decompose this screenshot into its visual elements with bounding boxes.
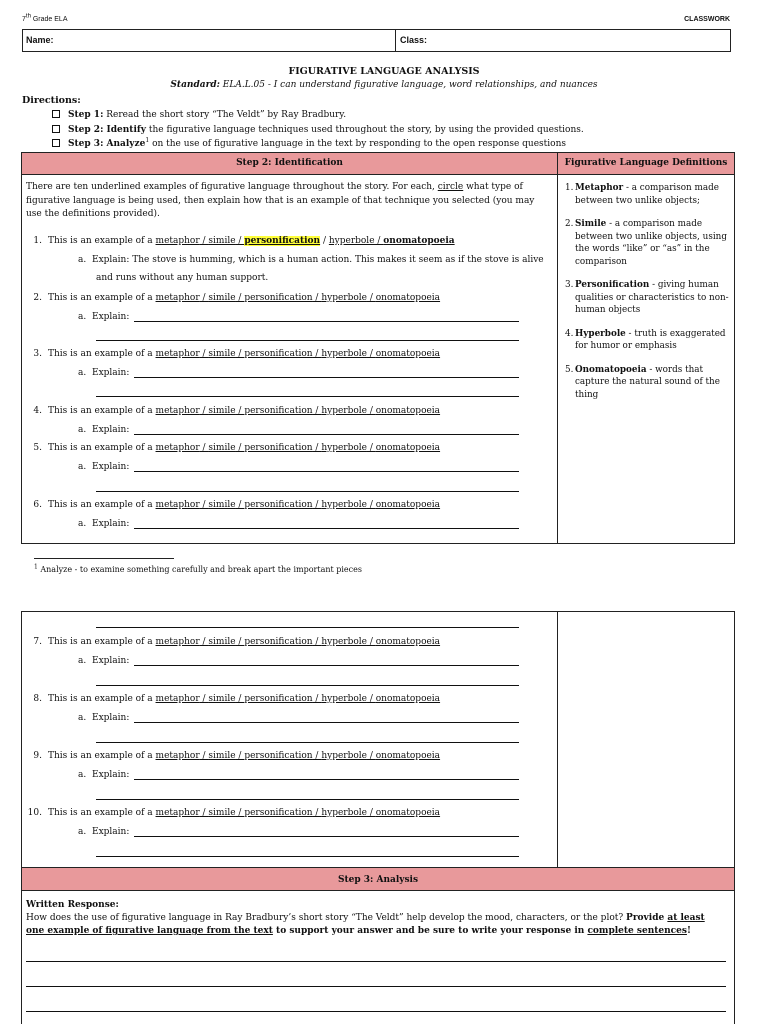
- question-3: 3. This is an example of a metaphor / simile / personification / hyperbole / onomatopoeia: [33, 349, 441, 359]
- option-onomatopoeia[interactable]: onomatopoeia: [375, 808, 441, 818]
- option-personification[interactable]: personification: [244, 637, 313, 647]
- answer-line[interactable]: [134, 377, 519, 378]
- directions-label: Directions:: [22, 95, 81, 106]
- q3-explain: a. Explain:: [78, 368, 130, 378]
- option-onomatopoeia[interactable]: onomatopoeia: [375, 349, 441, 359]
- option-simile[interactable]: simile: [208, 694, 236, 704]
- option-onomatopoeia[interactable]: onomatopoeia: [375, 406, 441, 416]
- question-6: 6. This is an example of a metaphor / simile / personification / hyperbole / onomatopoeia: [33, 500, 441, 510]
- q6-explain: a. Explain:: [78, 519, 130, 529]
- option-simile[interactable]: simile: [208, 349, 236, 359]
- option-onomatopoeia[interactable]: onomatopoeia: [375, 500, 441, 510]
- option-hyperbole[interactable]: hyperbole: [321, 500, 367, 510]
- footnote-rule: [34, 558, 174, 559]
- option-hyperbole[interactable]: hyperbole: [321, 349, 367, 359]
- option-personification[interactable]: personification: [244, 443, 313, 453]
- option-simile[interactable]: simile: [208, 406, 236, 416]
- response-line[interactable]: [26, 961, 726, 962]
- option-metaphor[interactable]: metaphor: [155, 293, 200, 303]
- checkbox-icon: [52, 139, 60, 147]
- q7-explain: a. Explain:: [78, 656, 130, 666]
- answer-line[interactable]: [134, 836, 519, 837]
- class-field[interactable]: Class:: [400, 35, 428, 45]
- step-2: Step 2: Identify the figurative language techniques used throughout the story, by using the provided questions.: [52, 125, 584, 135]
- name-class-box: [22, 29, 731, 52]
- question-2: 2. This is an example of a metaphor / simile / personification / hyperbole / onomatopoeia: [33, 293, 441, 303]
- option-metaphor[interactable]: metaphor: [155, 443, 200, 453]
- answer-line[interactable]: [96, 856, 519, 857]
- option-simile[interactable]: simile: [208, 443, 236, 453]
- option-metaphor[interactable]: metaphor: [155, 500, 200, 510]
- standard-line: Standard: ELA.L.05 - I can understand figurative language, word relationships, and nuances: [170, 80, 598, 90]
- grade-label: 7th Grade ELA: [22, 13, 68, 23]
- q2-explain: a. Explain:: [78, 312, 130, 322]
- answer-line[interactable]: [96, 799, 519, 800]
- question-9: 9. This is an example of a metaphor / simile / personification / hyperbole / onomatopoeia: [33, 751, 441, 761]
- step2-header: Step 2: Identification: [22, 153, 557, 175]
- option-hyperbole[interactable]: hyperbole: [321, 694, 367, 704]
- classwork-label: CLASSWORK: [684, 16, 730, 23]
- definitions-header: Figurative Language Definitions: [558, 153, 734, 175]
- answer-line[interactable]: [96, 627, 519, 628]
- option-metaphor[interactable]: metaphor: [155, 808, 200, 818]
- answer-line[interactable]: [96, 742, 519, 743]
- question-10: 10. This is an example of a metaphor / simile / personification / hyperbole / onomatopoeia: [27, 808, 441, 818]
- q1-explain: a. Explain: The stove is humming, which is a human action. This makes it seem as if the stove is alive: [78, 255, 544, 265]
- answer-line[interactable]: [134, 471, 519, 472]
- q1-explain-cont: and runs without any human support.: [96, 273, 269, 283]
- option-metaphor[interactable]: metaphor: [155, 694, 200, 704]
- answer-line[interactable]: [96, 685, 519, 686]
- response-line[interactable]: [26, 986, 726, 987]
- option-personification[interactable]: personification: [244, 694, 313, 704]
- answer-line[interactable]: [134, 528, 519, 529]
- definition-personification: 3. Personification - giving human qualities or characteristics to non-human objects: [565, 280, 729, 315]
- definition-onomatopoeia: 5. Onomatopoeia - words that capture the natural sound of the thing: [565, 364, 720, 400]
- q8-explain: a. Explain:: [78, 713, 130, 723]
- option-personification-selected[interactable]: personification: [244, 236, 321, 246]
- step3-header: Step 3: Analysis: [22, 867, 734, 891]
- option-hyperbole[interactable]: hyperbole: [321, 637, 367, 647]
- option-personification[interactable]: personification: [244, 500, 313, 510]
- q9-explain: a. Explain:: [78, 770, 130, 780]
- option-personification[interactable]: personification: [244, 406, 313, 416]
- definition-metaphor: 1. Metaphor - a comparison made between two unlike objects;: [565, 183, 719, 206]
- step-1: Step 1: Reread the short story “The Veldt” by Ray Bradbury.: [52, 110, 346, 120]
- answer-line[interactable]: [96, 396, 519, 397]
- checkbox-icon: [52, 110, 60, 118]
- option-hyperbole[interactable]: hyperbole: [321, 406, 367, 416]
- option-simile[interactable]: simile: [208, 751, 236, 761]
- question-7: 7. This is an example of a metaphor / simile / personification / hyperbole / onomatopoeia: [33, 637, 441, 647]
- checkbox-icon: [52, 125, 60, 133]
- answer-line[interactable]: [96, 340, 519, 341]
- answer-line[interactable]: [134, 665, 519, 666]
- option-onomatopoeia[interactable]: onomatopoeia: [375, 293, 441, 303]
- option-metaphor[interactable]: metaphor: [155, 236, 200, 246]
- option-metaphor[interactable]: metaphor: [155, 751, 200, 761]
- footnote: $^1$ Analyze - to examine something carefully and break apart the important pieces: [34, 563, 362, 574]
- page-title: FIGURATIVE LANGUAGE ANALYSIS: [288, 66, 480, 77]
- option-personification[interactable]: personification: [244, 293, 313, 303]
- answer-line[interactable]: [96, 491, 519, 492]
- step-3: Step 3: Analyze$^1$ on the use of figurative language in the text by responding to the open response questions: [52, 139, 566, 149]
- answer-line[interactable]: [134, 321, 519, 322]
- option-personification[interactable]: personification: [244, 751, 313, 761]
- option-hyperbole[interactable]: hyperbole: [321, 293, 367, 303]
- written-response-prompt: Written Response: How does the use of figurative language in Ray Bradbury’s short story “The Veldt” help develop the mood, characters, or the plot? Provide at least one example of figurative language from the text to support your answer and be sure to write your response in complete sentences!: [26, 900, 705, 936]
- definition-simile: 2. Simile - a comparison made between two unlike objects, using the words “like” or “as” in the comparison: [565, 219, 727, 267]
- definitions-list: [565, 182, 730, 412]
- option-metaphor[interactable]: metaphor: [155, 406, 200, 416]
- option-simile[interactable]: simile: [208, 500, 236, 510]
- option-metaphor[interactable]: metaphor: [155, 349, 200, 359]
- question-5: 5. This is an example of a metaphor / simile / personification / hyperbole / onomatopoeia: [33, 443, 441, 453]
- option-onomatopoeia[interactable]: onomatopoeia: [375, 694, 441, 704]
- option-hyperbole[interactable]: hyperbole: [328, 236, 375, 246]
- option-metaphor[interactable]: metaphor: [155, 637, 200, 647]
- answer-line[interactable]: [134, 434, 519, 435]
- q5-explain: a. Explain:: [78, 462, 130, 472]
- question-1: 1. This is an example of a metaphor / simile / personification / hyperbole / onomatopoeia: [33, 236, 455, 246]
- option-personification[interactable]: personification: [244, 808, 313, 818]
- definition-hyperbole: 4. Hyperbole - truth is exaggerated for humor or emphasis: [565, 328, 726, 351]
- answer-line[interactable]: [134, 779, 519, 780]
- name-field[interactable]: Name:: [26, 35, 54, 45]
- option-onomatopoeia[interactable]: onomatopoeia: [375, 751, 441, 761]
- instructions-text: There are ten underlined examples of figurative language throughout the story. For each, circle what type of figurative language is being used, then explain how that is an example of that technique you selected (you may use the definitions provided).: [26, 182, 535, 219]
- option-onomatopoeia[interactable]: onomatopoeia: [383, 236, 455, 246]
- q4-explain: a. Explain:: [78, 425, 130, 435]
- option-personification[interactable]: personification: [244, 349, 313, 359]
- page-header: [22, 13, 730, 28]
- q10-explain: a. Explain:: [78, 827, 130, 837]
- option-hyperbole[interactable]: hyperbole: [321, 808, 367, 818]
- option-simile[interactable]: simile: [208, 637, 236, 647]
- answer-line[interactable]: [134, 722, 519, 723]
- option-simile[interactable]: simile: [208, 236, 236, 246]
- question-8: 8. This is an example of a metaphor / simile / personification / hyperbole / onomatopoeia: [33, 694, 441, 704]
- option-onomatopoeia[interactable]: onomatopoeia: [375, 443, 441, 453]
- option-hyperbole[interactable]: hyperbole: [321, 751, 367, 761]
- question-4: 4. This is an example of a metaphor / simile / personification / hyperbole / onomatopoeia: [33, 406, 441, 416]
- option-onomatopoeia[interactable]: onomatopoeia: [375, 637, 441, 647]
- response-line[interactable]: [26, 1011, 726, 1012]
- option-hyperbole[interactable]: hyperbole: [321, 443, 367, 453]
- option-simile[interactable]: simile: [208, 808, 236, 818]
- option-simile[interactable]: simile: [208, 293, 236, 303]
